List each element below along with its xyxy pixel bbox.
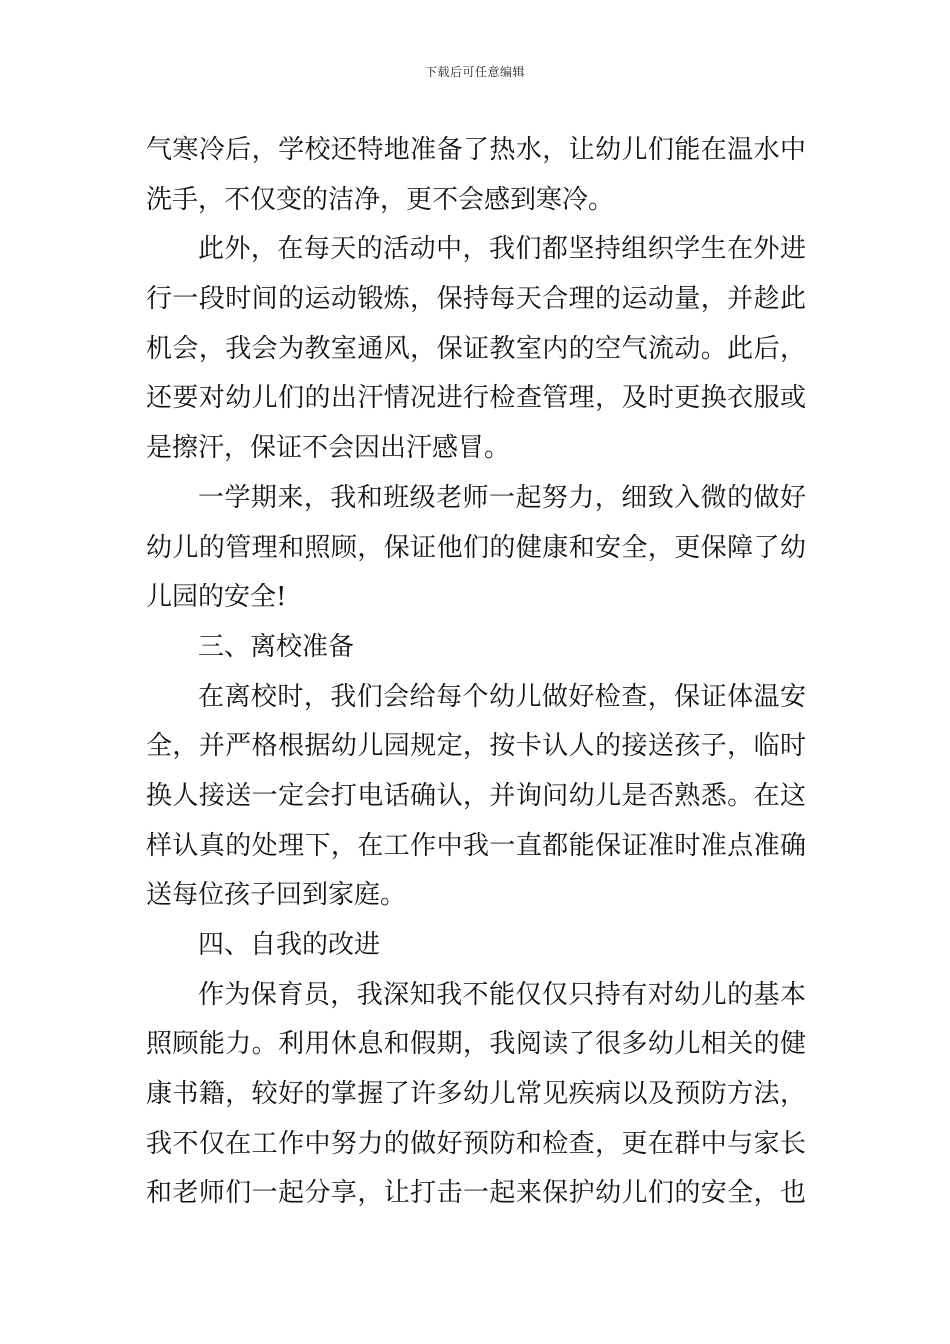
text-line: 是擦汗，保证不会因出汗感冒。 <box>146 433 511 464</box>
text-line: 照顾能力。利用休息和假期，我阅读了很多幼儿相关的健 <box>146 1029 806 1060</box>
section-heading: 三、离校准备 <box>198 631 355 662</box>
text-line: 送每位孩子回到家庭。 <box>146 880 407 911</box>
text-line: 在离校时，我们会给每个幼儿做好检查，保证体温安 <box>198 681 806 712</box>
text-line: 气寒冷后，学校还特地准备了热水，让幼儿们能在温水中 <box>146 135 806 165</box>
text-line: 行一段时间的运动锻炼，保持每天合理的运动量，并趁此 <box>146 284 806 315</box>
text-line: 换人接送一定会打电话确认，并询问幼儿是否熟悉。在这 <box>146 780 806 811</box>
text-line: 全，并严格根据幼儿园规定，按卡认人的接送孩子，临时 <box>146 731 806 762</box>
page-header: 下载后可任意编辑 <box>424 65 525 79</box>
text-line: 一学期来，我和班级老师一起努力，细致入微的做好 <box>198 482 806 513</box>
text-line: 幼儿的管理和照顾，保证他们的健康和安全，更保障了幼 <box>146 532 806 563</box>
text-line: 还要对幼儿们的出汗情况进行检查管理，及时更换衣服或 <box>146 383 806 414</box>
text-line: 和老师们一起分享，让打击一起来保护幼儿们的安全，也 <box>146 1178 806 1209</box>
text-line: 此外，在每天的活动中，我们都坚持组织学生在外进 <box>198 234 806 265</box>
section-heading: 四、自我的改进 <box>198 930 381 960</box>
text-line: 儿园的安全! <box>146 582 287 613</box>
document-body <box>146 126 806 1219</box>
text-line: 机会，我会为教室通风，保证教室内的空气流动。此后， <box>146 333 806 364</box>
text-line: 康书籍，较好的掌握了许多幼儿常见疾病以及预防方法， <box>146 1079 806 1110</box>
text-line: 样认真的处理下，在工作中我一直都能保证准时准点准确 <box>146 830 806 861</box>
text-line: 作为保育员，我深知我不能仅仅只持有对幼儿的基本 <box>198 979 806 1010</box>
text-line: 洗手，不仅变的洁净，更不会感到寒冷。 <box>146 184 615 215</box>
text-line: 我不仅在工作中努力的做好预防和检查，更在群中与家长 <box>146 1128 806 1159</box>
